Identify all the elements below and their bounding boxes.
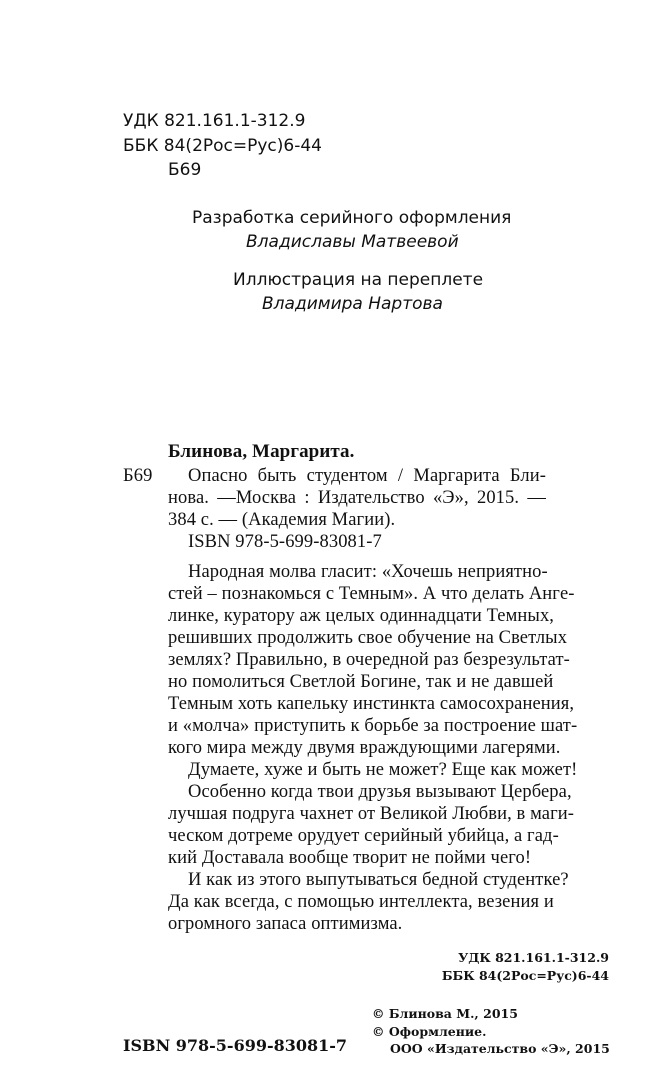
series-design-label: Разработка серийного оформления bbox=[192, 208, 512, 228]
catalog-author-heading: Блинова, Маргарита. bbox=[168, 441, 355, 462]
annotation-line: кий Доставала вообще творит не пойми чего! bbox=[168, 848, 532, 868]
catalog-line: Опасно быть студентом / Маргарита Бли- bbox=[188, 466, 546, 486]
annotation-line: Да как всегда, с помощью интеллекта, везения и bbox=[168, 892, 554, 912]
annotation-line: решивших продолжить свое обучение на Светлых bbox=[168, 628, 568, 648]
annotation-line: кого мира между двумя враждующими лагерями. bbox=[168, 738, 561, 758]
annotation-line: Думаете, хуже и быть не может? Еще как может! bbox=[188, 760, 578, 780]
udk-code: УДК 821.161.1-312.9 bbox=[123, 111, 306, 131]
copyright-design-label: © Оформление. bbox=[372, 1024, 487, 1039]
annotation-line: линке, куратору аж целых одиннадцати Темных, bbox=[168, 606, 555, 626]
annotation-line: Особенно когда твои друзья вызывают Цербера, bbox=[188, 782, 572, 802]
annotation-line: Темным хоть капельку инстинкта самосохранения, bbox=[168, 694, 575, 714]
annotation-line: стей – познакомься с Темным». А что делать Ангe- bbox=[168, 584, 575, 604]
bbk-code: ББК 84(2Рос=Рус)6-44 bbox=[123, 136, 322, 156]
annotation-line: лучшая подруга чахнет от Великой Любви, в маги- bbox=[168, 804, 575, 824]
annotation-line: землях? Правильно, в очередной раз безрезультат- bbox=[168, 650, 570, 670]
catalog-line: нова. —Москва : Издательство «Э», 2015. — bbox=[168, 488, 546, 508]
illustration-label: Иллюстрация на переплете bbox=[233, 270, 484, 290]
catalog-line: 384 с. — (Академия Магии). bbox=[168, 510, 396, 530]
catalog-isbn: ISBN 978-5-699-83081-7 bbox=[188, 532, 382, 552]
copyright-publisher: ООО «Издательство «Э», 2015 bbox=[390, 1041, 610, 1056]
bottom-udk-code: УДК 821.161.1-312.9 bbox=[458, 950, 609, 965]
annotation-line: и «молча» приступить к борьбе за построение шат- bbox=[168, 716, 578, 736]
annotation-line: И как из этого выпутываться бедной студентке? bbox=[188, 870, 569, 890]
illustration-name: Владимира Нартова bbox=[262, 294, 443, 314]
annotation-line: огромного запаса оптимизма. bbox=[168, 914, 403, 934]
annotation-line: ческом дотреме орудует серийный убийца, а гад- bbox=[168, 826, 559, 846]
author-mark: Б69 bbox=[168, 160, 202, 180]
annotation-line: но помолиться Светлой Богине, так и не давшей bbox=[168, 672, 554, 692]
bottom-bbk-code: ББК 84(2Рос=Рус)6-44 bbox=[441, 968, 609, 983]
copyright-isbn: ISBN 978-5-699-83081-7 bbox=[123, 1036, 348, 1055]
series-design-name: Владиславы Матвеевой bbox=[246, 232, 459, 252]
annotation-line: Народная молва гласит: «Хочешь неприятно- bbox=[188, 562, 548, 582]
copyright-author: © Блинова М., 2015 bbox=[372, 1006, 518, 1021]
catalog-author-mark: Б69 bbox=[123, 466, 153, 486]
